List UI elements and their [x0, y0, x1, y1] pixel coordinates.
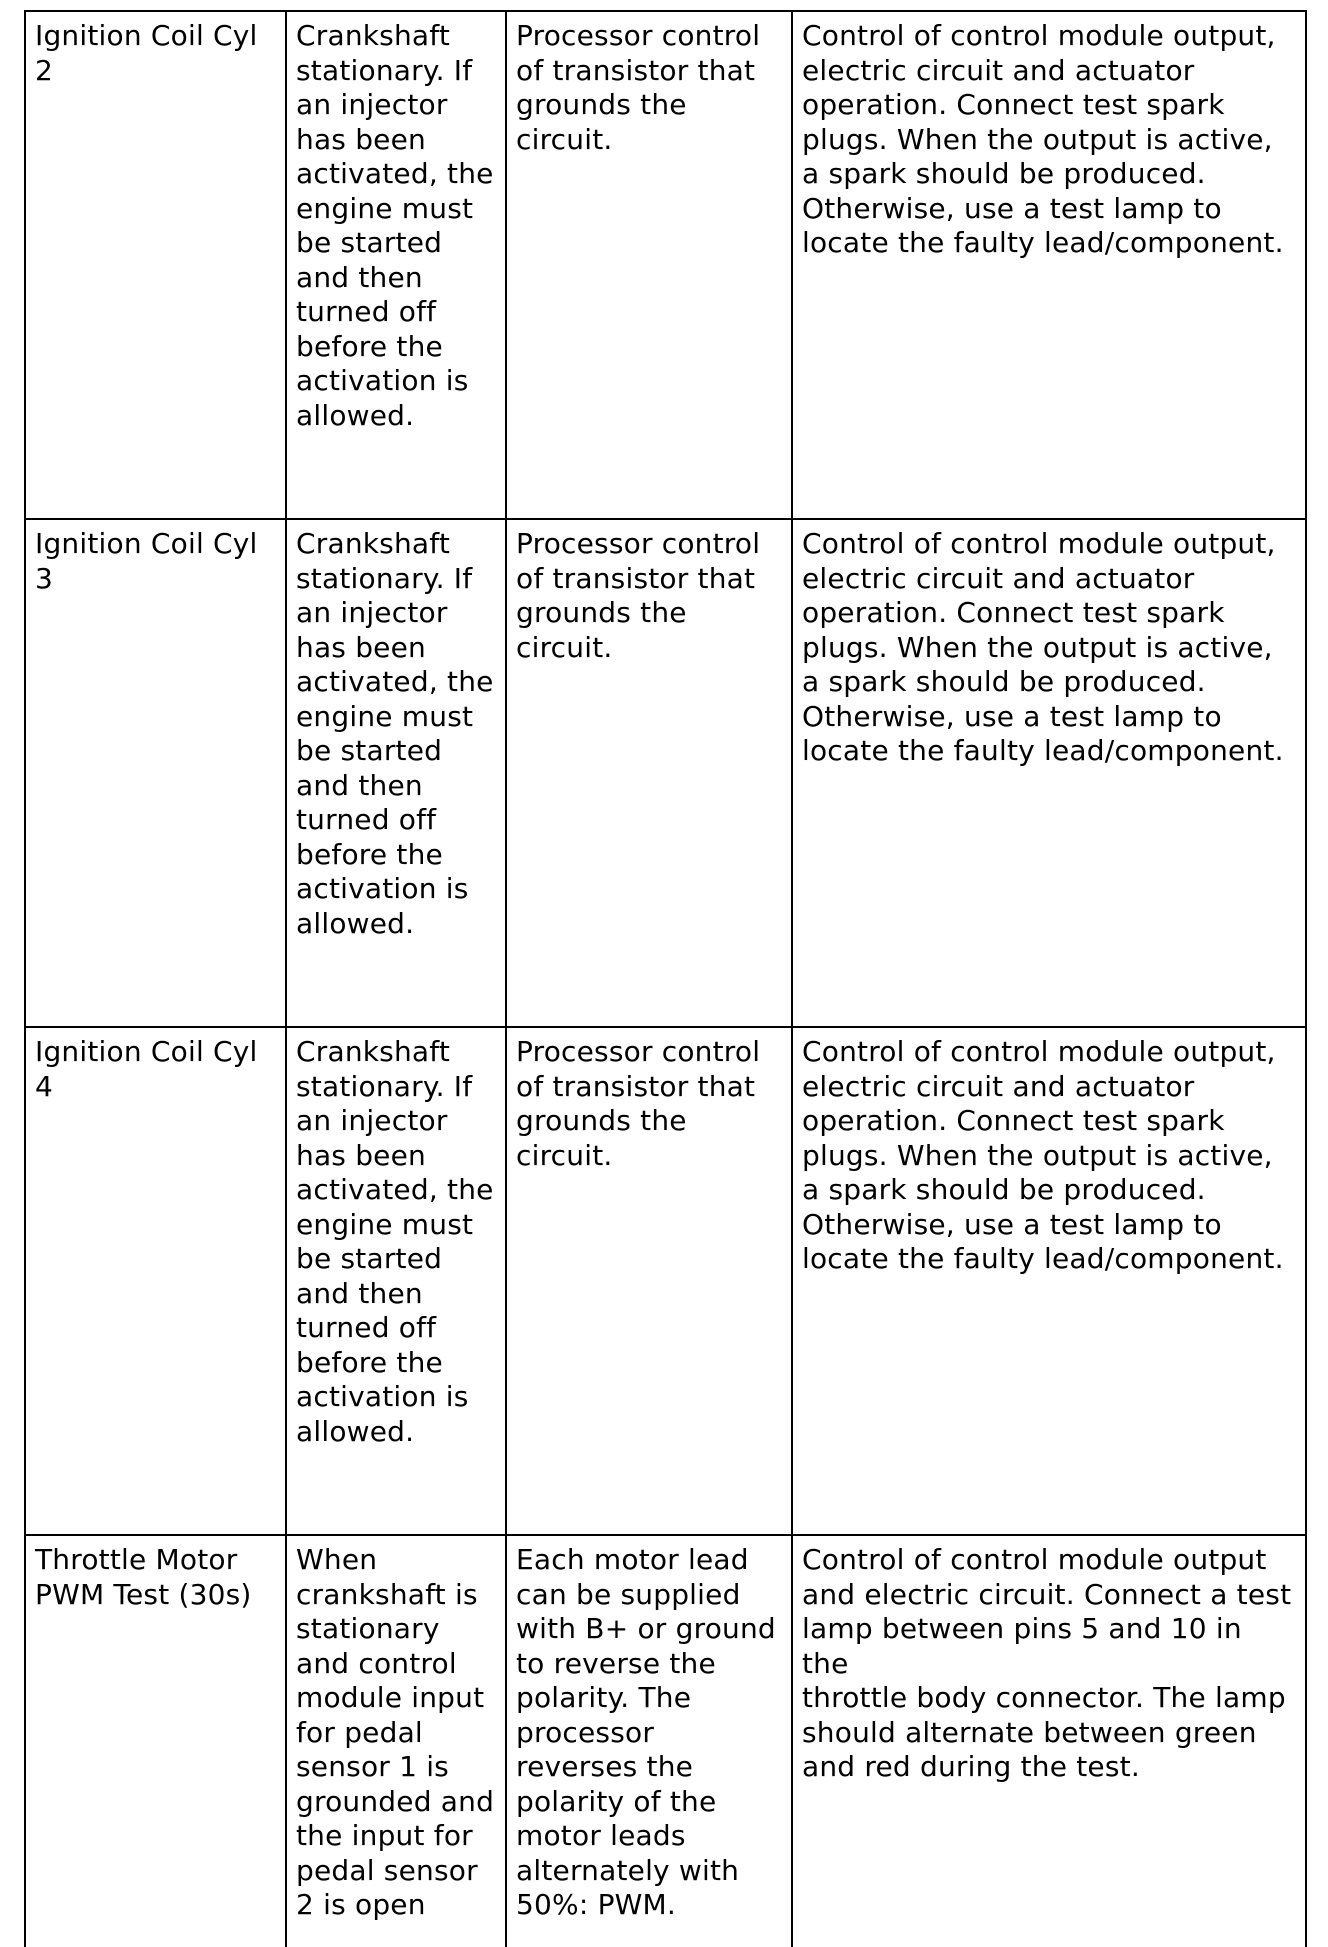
- condition-cell: Crankshaft stationary. If an injector has been activated, the engine must be started and then turned off before the activation is allowed.: [286, 519, 506, 1027]
- check-cell: Control of control module output, electric circuit and actuator operation. Connect test spark plugs. When the output is active, a spark should be produced. Otherwise, use a test lamp to locate the faulty lead/component.: [792, 11, 1306, 519]
- component-cell: Throttle Motor PWM Test (30s): [25, 1535, 286, 1947]
- condition-cell: Crankshaft stationary. If an injector has been activated, the engine must be started and then turned off before the activation is allowed.: [286, 1027, 506, 1535]
- operation-cell: Processor control of transistor that grounds the circuit.: [506, 11, 792, 519]
- check-cell: Control of control module output, electric circuit and actuator operation. Connect test spark plugs. When the output is active, a spark should be produced. Otherwise, use a test lamp to locate the faulty lead/component.: [792, 519, 1306, 1027]
- component-cell: Ignition Coil Cyl 2: [25, 11, 286, 519]
- condition-cell: When crankshaft is stationary and control module input for pedal sensor 1 is grounded and the input for pedal sensor 2 is open: [286, 1535, 506, 1947]
- component-cell: Ignition Coil Cyl 3: [25, 519, 286, 1027]
- table-row: [25, 519, 1306, 1027]
- actuator-test-table: [24, 10, 1307, 1947]
- condition-cell: Crankshaft stationary. If an injector has been activated, the engine must be started and then turned off before the activation is allowed.: [286, 11, 506, 519]
- check-cell: Control of control module output and electric circuit. Connect a test lamp between pins 5 and 10 in the throttle body connector. The lamp should alternate between green and red during the test.: [792, 1535, 1306, 1947]
- operation-cell: Processor control of transistor that grounds the circuit.: [506, 1027, 792, 1535]
- table-row: [25, 1535, 1306, 1947]
- table-row: [25, 11, 1306, 519]
- operation-cell: Processor control of transistor that grounds the circuit.: [506, 519, 792, 1027]
- table-row: [25, 1027, 1306, 1535]
- operation-cell: Each motor lead can be supplied with B+ or ground to reverse the polarity. The processor reverses the polarity of the motor leads alternately with 50%: PWM.: [506, 1535, 792, 1947]
- check-cell: Control of control module output, electric circuit and actuator operation. Connect test spark plugs. When the output is active, a spark should be produced. Otherwise, use a test lamp to locate the faulty lead/component.: [792, 1027, 1306, 1535]
- component-cell: Ignition Coil Cyl 4: [25, 1027, 286, 1535]
